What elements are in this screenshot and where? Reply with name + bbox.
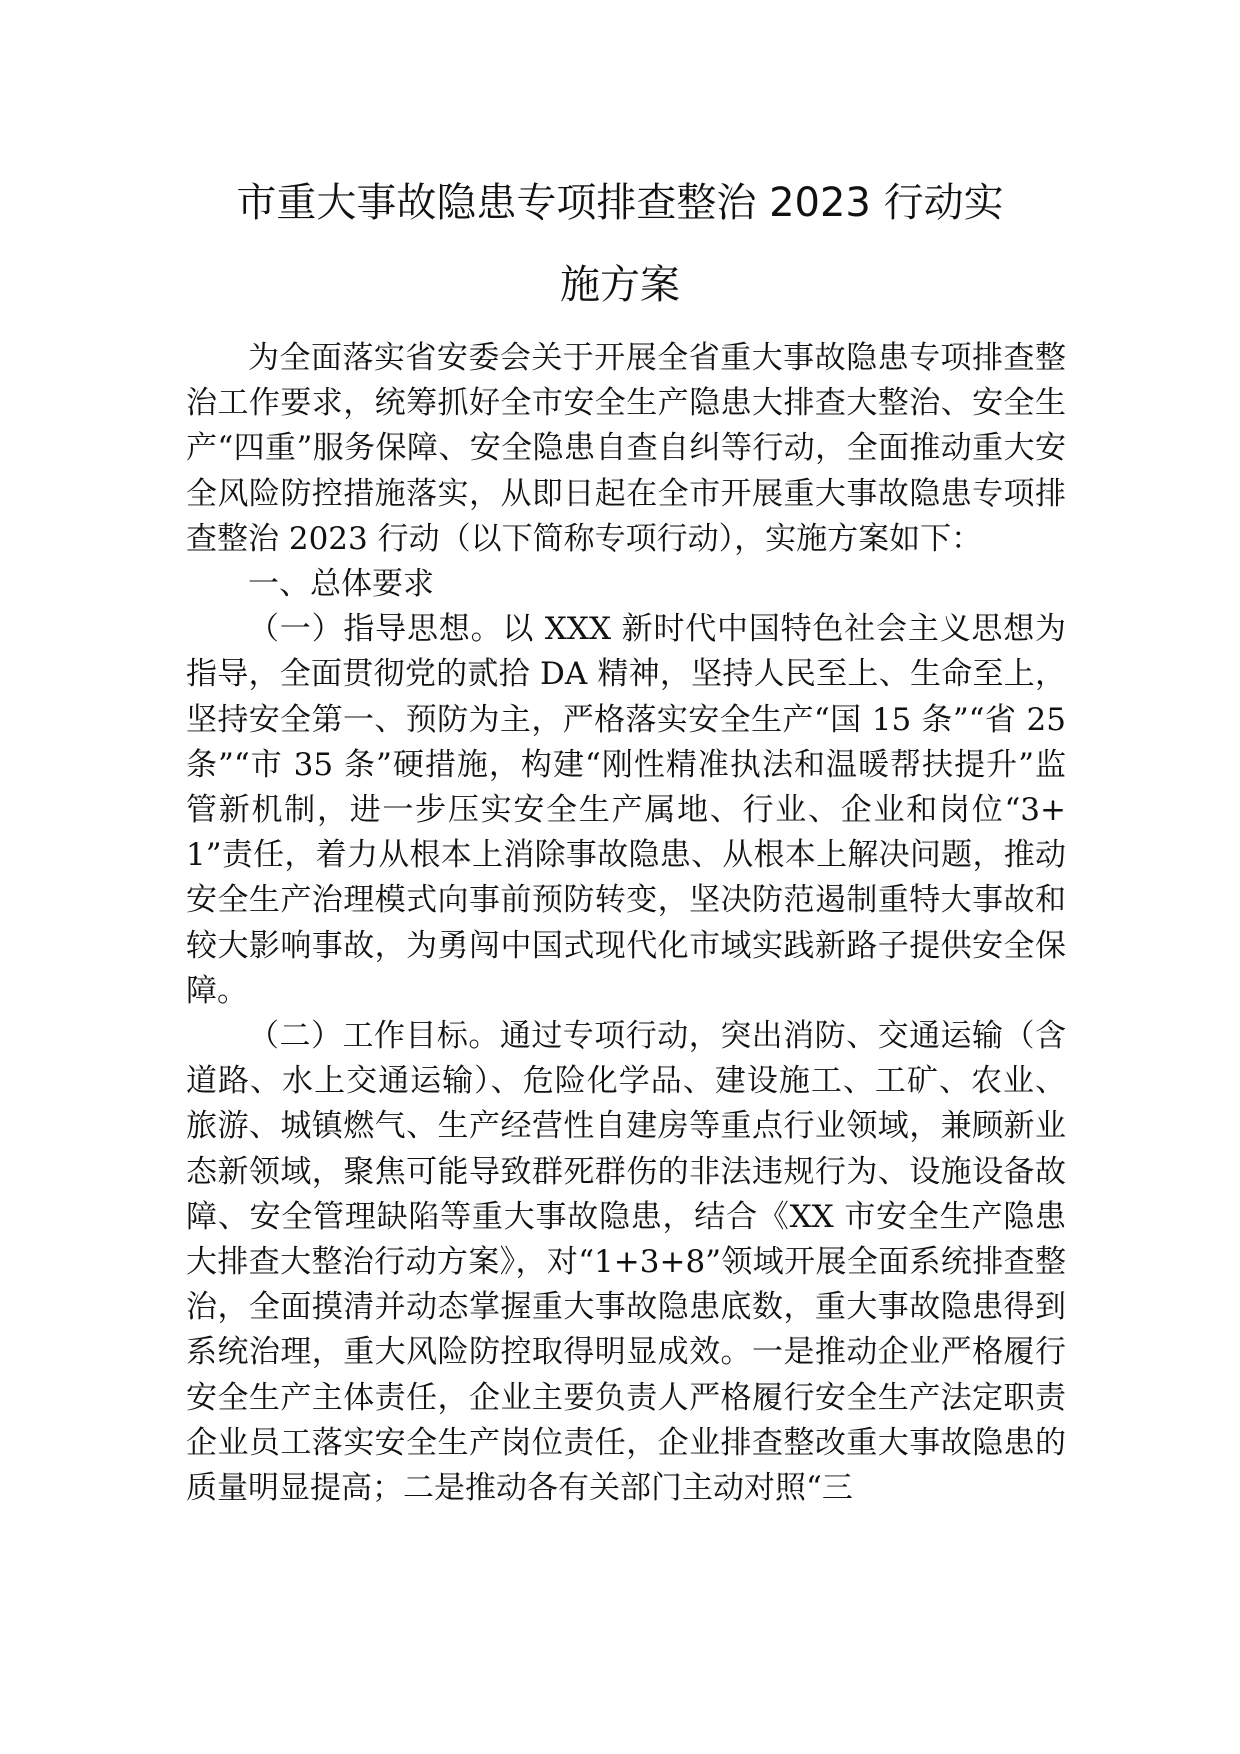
intro-paragraph: 为全面落实省安委会关于开展全省重大事故隐患专项排查整治工作要求，统筹抓好全市安全生产隐患大排查大整治、安全生产“四重”服务保障、安全隐患自查自纠等行动，全面推动重大安全风险防控措施落实，从即日起在全市开展重大事故隐患专项排查整治 2023 行动（以下简称专项行动），实施方案如下： <box>186 340 1066 557</box>
section-heading-general-requirements: 一、总体要求 <box>248 566 434 603</box>
work-goal-paragraph: （二）工作目标。通过专项行动，突出消防、交通运输（含道路、水上交通运输）、危险化学品、建设施工、工矿、农业、旅游、城镇燃气、生产经营性自建房等重点行业领域，兼顾新业态新领域，聚焦可能导致群死群伤的非法违规行为、设施设备故障、安全管理缺陷等重大事故隐患，结合《XX 市安全生产隐患大排查大整治行动方案》，对“1+3+8”领域开展全面系统排查整治，全面摸清并动态掌握重大事故隐患底数，重大事故隐患得到系统治理，重大风险防控取得明显成效。一是推动企业严格履行安全生产主体责任，企业主要负责人严格履行安全生产法定职责企业员工落实安全生产岗位责任，企业排查整改重大事故隐患的质量明显提高；二是推动各有关部门主动对照“三 <box>186 1018 1066 1507</box>
guiding-thought-paragraph: （一）指导思想。以 XXX 新时代中国特色社会主义思想为指导，全面贯彻党的贰拾 DA 精神，坚持人民至上、生命至上，坚持安全第一、预防为主，严格落实安全生产“国 15 条”“省 25 条”“市 35 条”硬措施，构建“刚性精准执法和温暖帮扶提升”监管新机制，进一步压实安全生产属地、行业、企业和岗位“3+1”责任，着力从根本上消除事故隐患、从根本上解决问题，推动安全生产治理模式向事前预防转变，坚决防范遏制重特大事故和较大影响事故，为勇闯中国式现代化市域实践新路子提供安全保障。 <box>186 611 1066 1009</box>
document-body <box>186 336 1066 1511</box>
title-line-1: 市重大事故隐患专项排查整治 2023 行动实 <box>236 180 1004 226</box>
title-line-2: 施方案 <box>560 262 680 308</box>
document-title <box>150 162 1090 326</box>
